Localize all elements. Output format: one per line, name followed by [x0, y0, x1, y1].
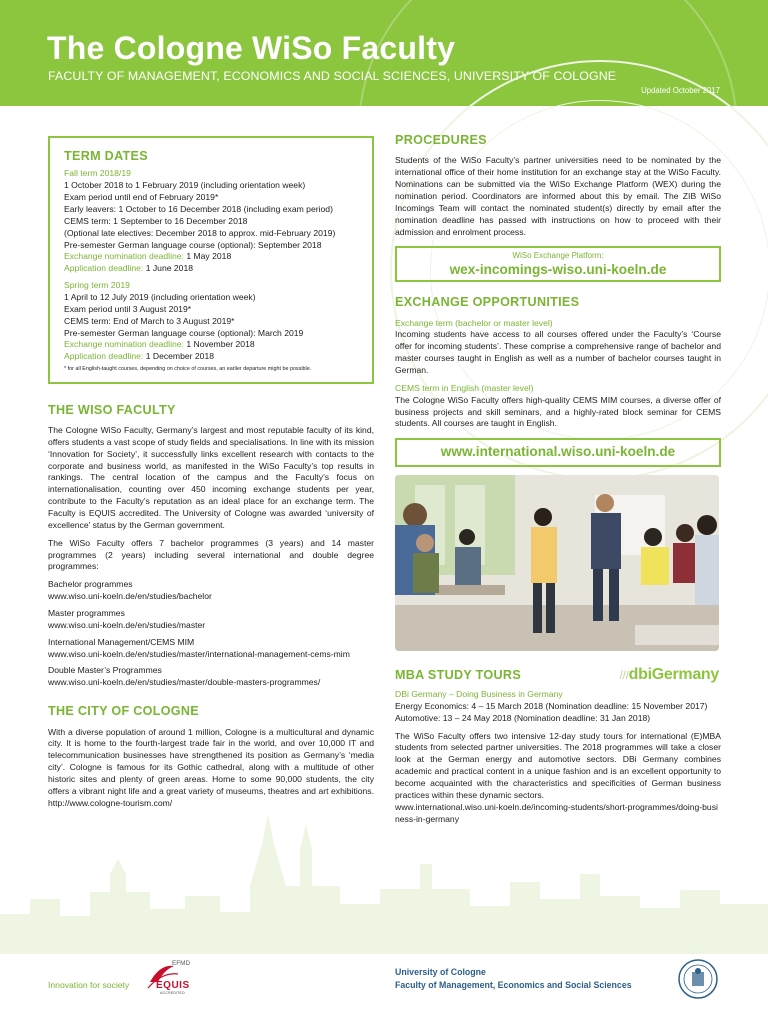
- deadline-value: 1 June 2018: [145, 263, 194, 274]
- mba-tour-line: Automotive: 13 – 24 May 2018 (Nomination deadline: 31 Jan 2018): [395, 712, 651, 723]
- efmd-text: EFMD: [172, 960, 191, 967]
- programme-item: [48, 608, 374, 632]
- exchange-term-paragraph: Incoming students have access to all courses offered under the Faculty’s ‘Course offer for incoming students’. These comprise a comprehensive range of bachelor and master courses taught in English as well as a number of bachelor courses taught in German.: [395, 329, 721, 375]
- page-subtitle: FACULTY OF MANAGEMENT, ECONOMICS AND SOCIAL SCIENCES, UNIVERSITY OF COLOGNE: [48, 69, 617, 83]
- spring-term-line: Exam period until 3 August 2019*: [64, 303, 192, 314]
- deadline-label: Application deadline:: [64, 351, 144, 362]
- fall-term-line: Exam period until end of February 2019*: [64, 192, 219, 203]
- footer-faculty-name: Faculty of Management, Economics and Social Sciences: [395, 980, 632, 991]
- accredited-text: ACCREDITED: [160, 991, 185, 995]
- right-column: [395, 132, 721, 825]
- fall-term-line: Pre-semester German language course (optional): September 2018: [64, 239, 322, 250]
- programme-link[interactable]: www.wiso.uni-koeln.de/en/studies/master: [48, 619, 206, 630]
- platform-label: WiSo Exchange Platform:: [512, 251, 604, 261]
- left-column: [48, 136, 374, 816]
- deadline-label: Exchange nomination deadline:: [64, 339, 184, 350]
- programme-title: Master programmes: [48, 607, 125, 618]
- fall-term-line: CEMS term: 1 September to 16 December 2018: [64, 215, 248, 226]
- programme-title: Double Master’s Programmes: [48, 665, 162, 676]
- deadline-value: 1 December 2018: [145, 351, 215, 362]
- equis-text: EQUIS: [156, 980, 190, 991]
- page-title: The Cologne WiSo Faculty: [47, 30, 456, 66]
- programme-title: Bachelor programmes: [48, 579, 133, 590]
- mba-tour-line: Energy Economics: 4 – 15 March 2018 (Nomination deadline: 15 November 2017): [395, 700, 708, 711]
- exchange-term-heading: Exchange term (bachelor or master level): [395, 317, 553, 328]
- programme-link[interactable]: www.wiso.uni-koeln.de/en/studies/bachelor: [48, 591, 212, 602]
- procedures-paragraph: Students of the WiSo Faculty’s partner universities need to be nominated by the international office of their home institution for an exchange stay at the WiSo Faculty. Nominations can be submitted via the WiSo Exchange Platform (WEX) during the nomination period. Coordinators are informed about this by email. The ZIB WiSo Incomings Team will contact the nominated student(s) directly by email after the nomination deadline has passed with instructions on how to proceed with their admission and enrolment process.: [395, 155, 721, 237]
- footer-tagline: Innovation for society: [48, 980, 130, 990]
- fall-application-deadline: [64, 263, 360, 275]
- programme-link[interactable]: www.wiso.uni-koeln.de/en/studies/master/international-management-cems-mim: [48, 648, 350, 659]
- mba-link[interactable]: www.international.wiso.uni-koeln.de/incoming-students/short-programmes/doing-business-in-germany: [395, 801, 718, 824]
- mba-subheading: DBi Germany – Doing Business in Germany: [395, 689, 563, 700]
- mba-heading-row: [395, 663, 721, 684]
- programme-item: [48, 637, 374, 661]
- platform-link[interactable]: wex-incomings-wiso.uni-koeln.de: [449, 262, 667, 278]
- deadline-label: Application deadline:: [64, 263, 144, 274]
- fall-term-heading: Fall term 2018/19: [64, 168, 131, 179]
- spring-nomination-deadline: [64, 339, 360, 351]
- deadline-label: Exchange nomination deadline:: [64, 251, 184, 262]
- fall-term-line: Early leavers: 1 October to 16 December 2018 (including exam period): [64, 203, 333, 214]
- dbi-logo-slashes-icon: ///: [619, 668, 629, 683]
- spring-term-line: 1 April to 12 July 2019 (including orientation week): [64, 291, 256, 302]
- term-footnote: * for all English-taught courses, depending on choice of courses, an earlier departure might be possible.: [64, 366, 312, 373]
- city-heading: THE CITY OF COLOGNE: [48, 704, 200, 719]
- international-website-link[interactable]: www.international.wiso.uni-koeln.de: [440, 444, 676, 460]
- wiso-faculty-paragraph: The Cologne WiSo Faculty, Germany’s largest and most reputable faculty of its kind, offers students a vast scope of study fields and specialisations. In line with its mission ‘Innovation for Society’, it successfully links excellent research with contacts to the corporate and business world, as manifested in the WiSo Faculty’s top results in rankings. The central location of the campus and the Faculty’s focus on internationalisation, counting over 450 incoming exchange students per year, contribute to the Faculty’s reputation as an ideal place for an exchange term. The Faculty is EQUIS accredited. The University of Cologne was awarded ‘university of excellence’ status by the German government.: [48, 424, 374, 530]
- dbi-germany-logo: [620, 664, 719, 686]
- fall-term-line: (Optional late electives: December 2018 to approx. mid-February 2019): [64, 227, 336, 238]
- procedures-heading: PROCEDURES: [395, 133, 487, 147]
- exchange-heading: EXCHANGE OPPORTUNITIES: [395, 295, 580, 310]
- equis-logo: [144, 960, 200, 998]
- city-skyline-icon: [0, 801, 768, 954]
- city-paragraph: With a diverse population of around 1 million, Cologne is a multicultural and dynamic city. It is home to the fourth-largest trade fair in the world, and over 10,000 IT and telecommunication businesses have strengthened its position as Germany’s ‘media city’. Cologne is famous for its Gothic cathedral, along with a multitude of other historic sites and plenty of green areas. Home to some 90,000 students, the city offers a vibrant night life and a great variety of museums, theatres and art exhibitions. http://www.cologne-tourism.com/: [48, 726, 374, 808]
- deadline-value: 1 May 2018: [186, 251, 232, 262]
- programme-title: International Management/CEMS MIM: [48, 636, 195, 647]
- spring-term-line: Pre-semester German language course (optional): March 2019: [64, 327, 304, 338]
- footer-university: [395, 966, 632, 992]
- wiso-programmes-intro: The WiSo Faculty offers 7 bachelor programmes (3 years) and 14 master programmes (2 years) including several international and double degree programmes:: [48, 537, 374, 572]
- university-seal-icon: [678, 959, 718, 999]
- spring-term-line: CEMS term: End of March to 3 August 2019*: [64, 315, 235, 326]
- wex-platform-box[interactable]: [395, 246, 721, 282]
- programme-item: [48, 579, 374, 603]
- cems-term-heading: CEMS term in English (master level): [395, 382, 534, 393]
- classroom-photo-icon: [395, 475, 719, 651]
- term-dates-box: [48, 136, 374, 384]
- fall-term-line: 1 October 2018 to 1 February 2019 (including orientation week): [64, 180, 306, 191]
- students-photo: [395, 475, 719, 651]
- programme-item: [48, 665, 374, 689]
- mba-paragraph: The WiSo Faculty offers two intensive 12-day study tours for international (E)MBA students from selected partner universities. The 2018 programmes will take a closer look at the German energy and automotive sectors. DBi Germany combines academic and practical content in a unique fashion and is an excellent opportunity to become acquainted with the characteristics and specificities of German business practices within these dynamic sectors.: [395, 730, 721, 800]
- term-dates-heading: TERM DATES: [64, 149, 148, 163]
- international-website-box[interactable]: [395, 438, 721, 467]
- wiso-faculty-heading: THE WISO FACULTY: [48, 402, 176, 417]
- spring-term-heading: Spring term 2019: [64, 280, 130, 291]
- programme-link[interactable]: www.wiso.uni-koeln.de/en/studies/master/double-masters-programmes/: [48, 677, 321, 688]
- footer-university-name: University of Cologne: [395, 967, 486, 977]
- cems-term-paragraph: The Cologne WiSo Faculty offers high-quality CEMS MIM courses, a diverse offer of business projects and skill seminars, and a highly-rated block seminar for CEMS students. All courses are taught in English.: [395, 394, 721, 429]
- dbi-logo-text: dbiGermany: [628, 666, 719, 684]
- updated-date: Updated October 2017: [641, 86, 720, 95]
- deadline-value: 1 November 2018: [186, 339, 255, 350]
- fall-nomination-deadline: [64, 251, 360, 263]
- mba-heading: MBA STUDY TOURS: [395, 668, 522, 683]
- spring-application-deadline: [64, 351, 360, 363]
